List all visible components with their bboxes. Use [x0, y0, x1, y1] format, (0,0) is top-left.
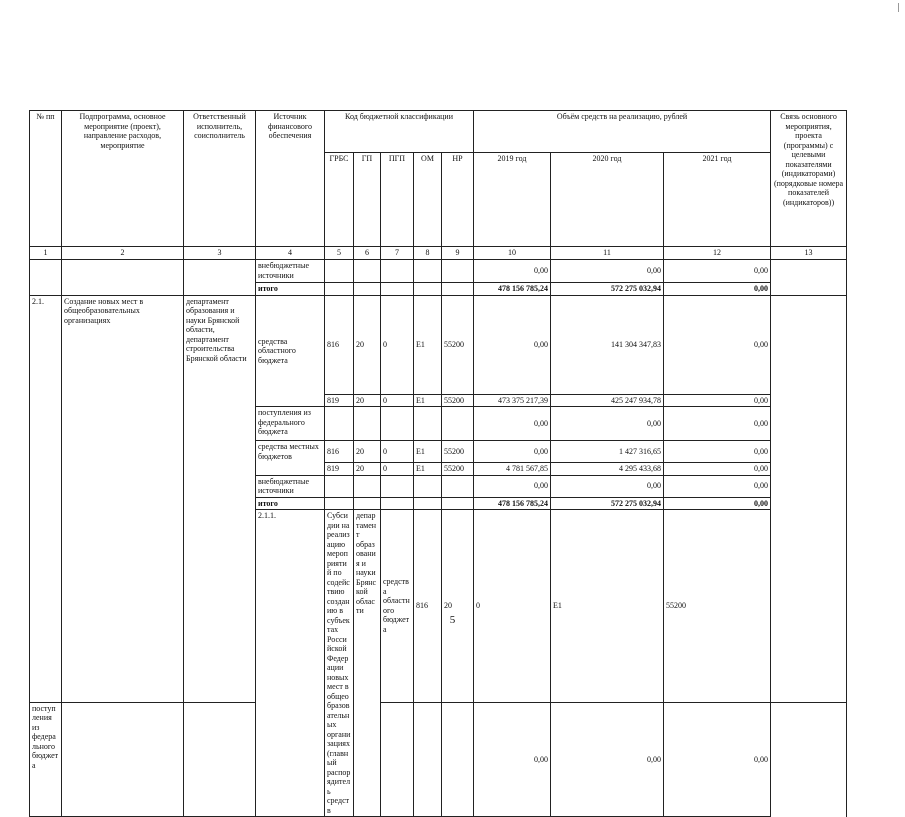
header-source: Источник финансового обеспечения: [256, 111, 325, 247]
value-2020: 1 427 316,65: [551, 441, 664, 463]
value-2019: 4 781 567,85: [474, 463, 551, 476]
code-grbs: 819: [325, 394, 354, 407]
code-grbs: 819: [325, 463, 354, 476]
value-2021: 0,00: [664, 463, 771, 476]
code-pgp: 0: [381, 295, 414, 394]
total-2019: 478 156 785,24: [474, 283, 551, 296]
value-2020: 425 247 934,78: [551, 394, 664, 407]
code-nr: 55200: [442, 441, 474, 463]
header-grbs: ГРБС: [325, 153, 354, 247]
header-om: ОМ: [414, 153, 442, 247]
empty-cell: [771, 295, 847, 702]
value-2019: 0,00: [474, 475, 551, 497]
code-grbs: 816: [325, 441, 354, 463]
source-cell: средства местных бюджетов: [256, 441, 325, 476]
row-executor: департамент образования и науки Брянской области: [354, 510, 381, 817]
value-2021: 0,00: [664, 475, 771, 497]
value-2019: 0,00: [474, 441, 551, 463]
header-executor: Ответственный исполнитель, соисполнитель: [184, 111, 256, 247]
value-2019: 0,00: [474, 702, 551, 816]
col-num: 1: [30, 247, 62, 260]
empty-cell: [62, 260, 184, 296]
code-om: E1: [414, 295, 442, 394]
value-2019: 0,00: [474, 407, 551, 441]
value-2021: 0,00: [664, 260, 771, 283]
total-2020: 572 275 032,94: [551, 283, 664, 296]
col-num: 5: [325, 247, 354, 260]
empty-cell: [771, 260, 847, 296]
header-link: Связь основного мероприятия, проекта (программы) с целевыми показателями (индикаторами) (порядковые номера показателей (индикаторов)): [771, 111, 847, 247]
value-2020: 4 295 433,68: [551, 463, 664, 476]
col-num: 9: [442, 247, 474, 260]
total-2021: 0,00: [664, 497, 771, 510]
code-nr: 55200: [442, 394, 474, 407]
code-gp: 20: [354, 463, 381, 476]
table-row: [30, 260, 847, 283]
code-grbs: 816: [325, 295, 354, 394]
code-om: E1: [414, 441, 442, 463]
total-2019: 478 156 785,24: [474, 497, 551, 510]
col-num: 3: [184, 247, 256, 260]
total-2021: 0,00: [664, 283, 771, 296]
col-num: 6: [354, 247, 381, 260]
source-cell: поступления из федерального бюджета: [256, 407, 325, 441]
code-om: E1: [551, 510, 664, 703]
value-2021: 0,00: [664, 441, 771, 463]
code-pgp: 0: [381, 394, 414, 407]
value-2020: 0,00: [551, 702, 664, 816]
header-pgp: ПГП: [381, 153, 414, 247]
table-row: [30, 295, 847, 394]
table-row: [30, 702, 847, 816]
col-num: 4: [256, 247, 325, 260]
value-2021: 0,00: [664, 702, 771, 816]
value-2020: 0,00: [551, 407, 664, 441]
value-2020: 141 304 347,83: [551, 295, 664, 394]
code-grbs: 816: [414, 510, 442, 703]
total-2020: 572 275 032,94: [551, 497, 664, 510]
row-title: Субсидии на реализацию мероприятий по содействию созданию в субъектах Российской Федерации новых мест в общеобразовательных организациях (главный распорядитель средств: [325, 510, 354, 817]
code-om: E1: [414, 463, 442, 476]
code-gp: 20: [442, 510, 474, 703]
header-nr: НР: [442, 153, 474, 247]
col-num: 8: [414, 247, 442, 260]
header-2021: 2021 год: [664, 153, 771, 247]
row-title: Создание новых мест в общеобразовательных организациях: [62, 295, 184, 702]
code-gp: 20: [354, 295, 381, 394]
code-nr: 55200: [442, 295, 474, 394]
source-cell: поступления из федерального бюджета: [30, 702, 62, 816]
code-om: E1: [414, 394, 442, 407]
header-num: № пп: [30, 111, 62, 247]
code-nr: 55200: [442, 463, 474, 476]
row-number: 2.1.: [30, 295, 62, 702]
col-num: 7: [381, 247, 414, 260]
row-executor: департамент образования и науки Брянской области, департамент строительства Брянской области: [184, 295, 256, 702]
code-pgp: 0: [474, 510, 551, 703]
code-gp: 20: [354, 441, 381, 463]
column-number-row: [30, 247, 847, 260]
header-2019: 2019 год: [474, 153, 551, 247]
value-2019: 0,00: [474, 260, 551, 283]
value-2021: 0,00: [664, 394, 771, 407]
source-cell: внебюджетные источники: [256, 260, 325, 283]
col-num: 11: [551, 247, 664, 260]
col-num: 2: [62, 247, 184, 260]
header-code: Код бюджетной классификации: [325, 111, 474, 153]
source-cell: средства областного бюджета: [256, 295, 325, 407]
header-volume: Объём средств на реализацию, рублей: [474, 111, 771, 153]
row-number: 2.1.1.: [256, 510, 325, 817]
value-2021: 0,00: [664, 407, 771, 441]
code-pgp: 0: [381, 441, 414, 463]
code-pgp: 0: [381, 463, 414, 476]
total-label: итого: [256, 283, 325, 296]
value-2019: 473 375 217,39: [474, 394, 551, 407]
empty-cell: [30, 260, 62, 296]
empty-cell: [184, 260, 256, 296]
value-2019: 0,00: [474, 295, 551, 394]
total-label: итого: [256, 497, 325, 510]
header-program: Подпрограмма, основное мероприятие (проект), направление расходов, мероприятие: [62, 111, 184, 247]
code-gp: 20: [354, 394, 381, 407]
col-num: 10: [474, 247, 551, 260]
value-2021: 0,00: [664, 295, 771, 394]
page-number: 5: [449, 614, 456, 626]
header-gp: ГП: [354, 153, 381, 247]
header-2020: 2020 год: [551, 153, 664, 247]
value-2020: 0,00: [551, 260, 664, 283]
source-cell: внебюджетные источники: [256, 475, 325, 497]
header-row: [30, 111, 847, 153]
col-num: 13: [771, 247, 847, 260]
code-nr: 55200: [664, 510, 771, 703]
budget-table: [29, 110, 847, 817]
value-2020: 0,00: [551, 475, 664, 497]
col-num: 12: [664, 247, 771, 260]
edge-mark: [898, 3, 899, 12]
source-cell: средства областного бюджета: [381, 510, 414, 703]
